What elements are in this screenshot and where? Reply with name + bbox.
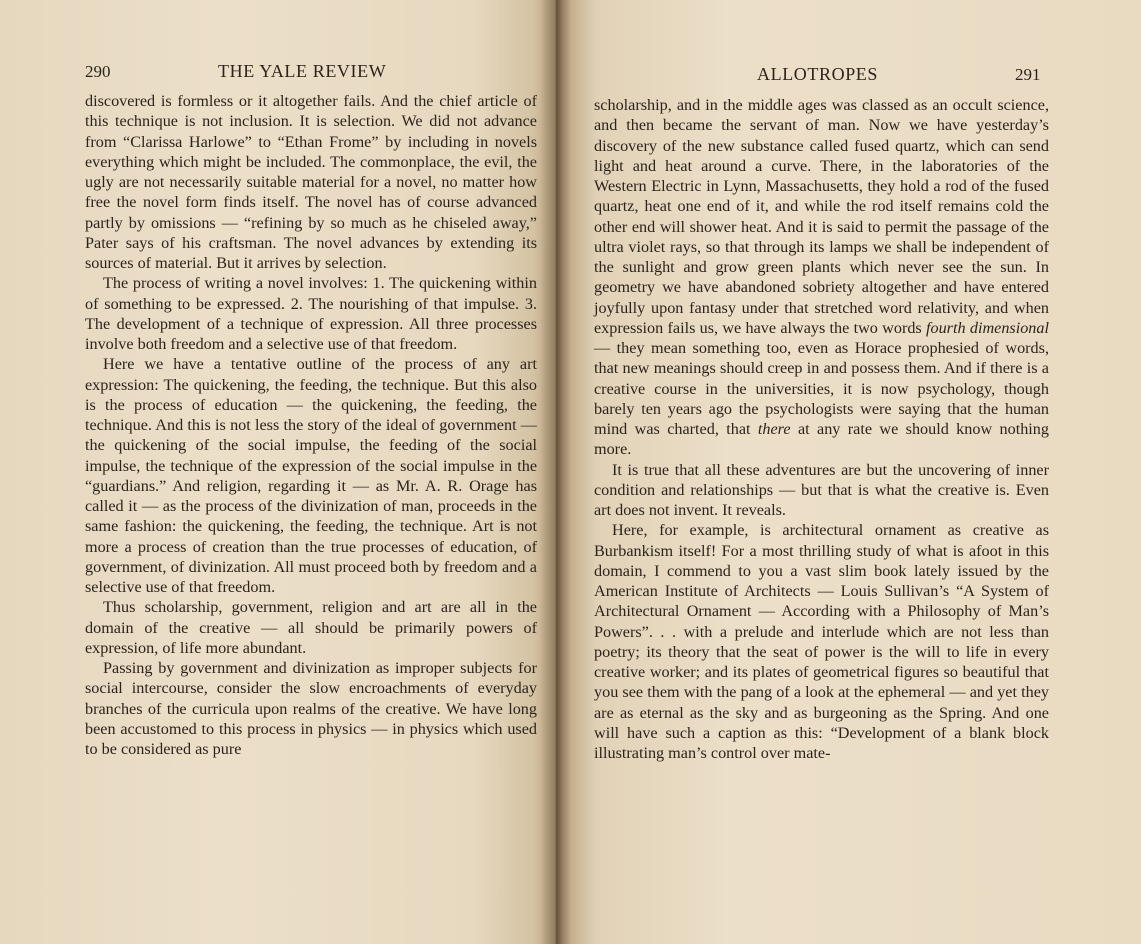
body-text — [594, 95, 1049, 763]
italic-phrase: fourth dimensional — [926, 318, 1049, 337]
text-run: scholarship, and in the middle ages was classed as an occult science, and then became the servant of man. Now we have yesterday’s discovery of the new substance called fused quartz, which can send light and heat around a curve. There, in the laboratories of the Western Electric in Lynn, Massachusetts, they hold a rod of the fused quartz, heat one end of it, and while the rod itself remains cold the other end will shower heat. And it is said to permit the passage of the ultra violet rays, so that through its lamps we shall be independent of the sunlight and grow green plants which never see the sun. In geometry we have abandoned sobriety altogether and have entered joyfully upon fantasy under that stretched word relativity, and when expression fails us, we have always the two words — [594, 96, 1049, 337]
page-number: 291 — [1015, 65, 1041, 84]
paragraph: It is true that all these adventures are but the uncovering of inner condition and relationships — but that is what the creative is. Even art does not invent. It reveals. — [594, 460, 1049, 519]
paragraph — [594, 95, 1049, 460]
text-run: at any rate we should know nothing more. — [594, 420, 1049, 459]
paragraph: Here we have a tentative outline of the process of any art expression: The quickening, the feeding, the technique. But this also is the process of education — the quickening, the feeding, the technique. And this is not less the story of the ideal of government — the quickening of the social impulse, the feeding of the social impulse, the technique of the expression of the social impulse in the “guardians.” And religion, regarding it — as Mr. A. R. Orage has called it — as the process of the divinization of man, proceeds in the same fashion: the quickening, the feeding, the technique. Art is not more a process of creation than the true processes of education, of government, of divinization. All must proceed both by freedom and a selective use of that freedom. — [85, 355, 537, 596]
paragraph: The process of writing a novel involves: 1. The quickening within of something to be expressed. 2. The nourishing of that impulse. 3. The development of a technique of expression. All three processes involve both freedom and a selective use of that freedom. — [85, 274, 537, 353]
book-gutter — [540, 0, 572, 944]
running-head: THE YALE REVIEW — [218, 61, 387, 81]
body-text — [85, 91, 537, 759]
italic-word: there — [757, 420, 791, 438]
paragraph: Passing by government and divinization as improper subjects for social intercourse, consider the slow encroachments of everyday branches of the curricula upon realms of the creative. We have long been accustomed to this process in physics — in physics which used to be considered as pure — [85, 659, 537, 758]
paragraph: discovered is formless or it altogether fails. And the chief article of this technique is not inclusion. It is selection. We did not advance from “Clarissa Harlowe” to “Ethan Frome” by including in novels everything which might be included. The commonplace, the evil, the ugly are not necessarily suitable material for a novel, no matter how free the novel form finds itself. The novel has of course advanced partly by omissions — “refining by so much as he chiseled away,” Pater says of his craftsman. The novel advances by extending its sources of material. But it arrives by selection. — [85, 92, 537, 272]
running-head: ALLOTROPES — [757, 64, 879, 84]
left-page — [0, 0, 556, 944]
right-page — [556, 0, 1141, 944]
paragraph: Here, for example, is architectural ornament as creative as Burbankism itself! For a most thrilling study of what is afoot in this domain, I commend to you a vast slim book lately issued by the American Institute of Architects — Louis Sullivan’s “A System of Architectural Ornament — According with a Philosophy of Man’s Powers”. . . with a prelude and interlude which are not less than poetry; its theory that the seat of power is the will to life in every creative worker; and its plates of geometrical figures so beautiful that you see them with the pang of a look at the ephemeral — and yet they are as eternal as the sky and as burgeoning as the Spring. And one will have such a caption as this: “Development of a blank block illustrating man’s control over mate- — [594, 521, 1049, 762]
paragraph: Thus scholarship, government, religion and art are all in the domain of the creative — all should be primarily powers of expression, of life more abundant. — [85, 598, 537, 657]
text-run: — they mean something too, even as Horace prophesied of words, that new meanings should creep in and possess them. And if there is a creative course in the universities, it is now psychology, though barely ten years ago the psychologists were saying that the human mind was charted, that — [594, 339, 1049, 438]
page-number: 290 — [85, 62, 111, 81]
